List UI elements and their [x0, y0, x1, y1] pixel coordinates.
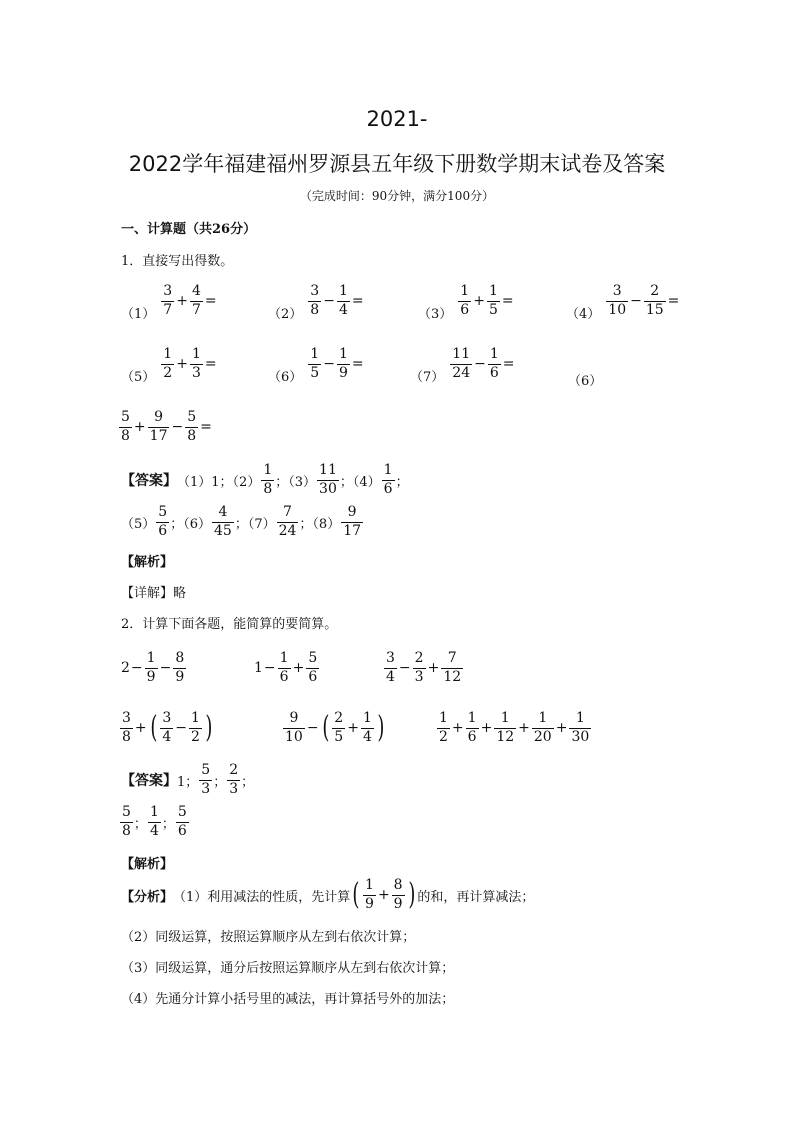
fraction: $\frac{5}{6}$	[308, 650, 318, 685]
item-label: （7）	[410, 369, 445, 385]
fraction: $\frac{5}{6}$	[158, 504, 168, 539]
q1-answer-line-1: 【答案】 （1）1；（2） $\frac{1}{8}$ ；（3） $\frac{11}{30}$ ；（4） $\frac{1}{6}$ ；	[121, 462, 409, 497]
fraction: $\frac{2}{3}$	[414, 650, 424, 685]
fraction: $\frac{1}{6}$	[383, 462, 393, 497]
close-paren: )	[205, 710, 213, 745]
open-paren: (	[321, 710, 329, 745]
fraction: $\frac{1}{3}$	[191, 346, 201, 381]
q2-analysis-tag: 【解析】	[121, 857, 174, 872]
item-label: （2）	[268, 306, 303, 322]
q1-item-5: （5） $\frac{1}{2}$ + $\frac{1}{3}$ =	[121, 346, 217, 385]
item-label: （4）	[566, 306, 601, 322]
fraction: $\frac{1}{4}$	[362, 710, 372, 745]
fraction: $\frac{8}{9}$	[175, 650, 185, 685]
fraction: $\frac{1}{2}$	[163, 346, 173, 381]
open-paren: (	[150, 710, 158, 745]
q2-item-6: $\frac{1}{2}$ + $\frac{1}{6}$ + $\frac{1}{12}$ + $\frac{1}{20}$ + $\frac{1}{30}$	[439, 710, 590, 745]
q2-item-2: 1 − $\frac{1}{6}$ + $\frac{5}{6}$	[254, 650, 318, 685]
q2-item-1: 2 − $\frac{1}{9}$ − $\frac{8}{9}$	[121, 650, 185, 685]
fraction: $\frac{3}{7}$	[163, 283, 173, 318]
fraction: $\frac{7}{12}$	[443, 650, 462, 685]
fraction: $\frac{1}{20}$	[533, 710, 552, 745]
q2-fenxi-line: 【分析】 （1）利用减法的性质，先计算 ( $\frac{1}{9}$ + $\frac{8}{9}$ ) 的和，再计算减法；	[121, 877, 535, 912]
item-label: （5）	[121, 369, 156, 385]
q1-item-6: （6） $\frac{1}{5}$ − $\frac{1}{9}$ =	[268, 346, 364, 385]
fenxi-tag: 【分析】	[121, 889, 174, 905]
question-2-stem: 2．计算下面各题，能简算的要简算。	[121, 617, 338, 632]
item-label: （6）	[568, 374, 603, 389]
fraction: $\frac{2}{3}$	[229, 762, 239, 797]
fraction: $\frac{5}{8}$	[187, 409, 197, 444]
fraction: $\frac{5}{6}$	[177, 804, 187, 839]
fraction: $\frac{1}{2}$	[439, 710, 448, 745]
fraction: $\frac{9}{17}$	[343, 504, 362, 539]
fraction: $\frac{1}{30}$	[571, 710, 590, 745]
fraction: $\frac{1}{6}$	[467, 710, 477, 745]
q2-answer-line-2: $\frac{5}{8}$ ； $\frac{1}{4}$ ； $\frac{5}{6}$	[122, 804, 187, 839]
fraction: $\frac{9}{10}$	[285, 710, 303, 745]
close-paren: )	[377, 710, 385, 745]
analysis-step-4: （4）先通分计算小括号里的减法，再计算括号外的加法；	[121, 992, 455, 1007]
question-1-stem: 1．直接写出得数。	[121, 254, 234, 269]
q2-item-4: $\frac{3}{8}$ + ( $\frac{3}{4}$ − $\frac{1}{2}$ )	[122, 710, 213, 745]
item-label: （3）	[418, 306, 453, 322]
q1-item-1: （1） $\frac{3}{7}$ + $\frac{4}{7}$ =	[121, 283, 217, 322]
q2-answer-line-1: 【答案】 1； $\frac{5}{3}$ ； $\frac{2}{3}$ ；	[121, 762, 255, 797]
fraction: $\frac{11}{24}$	[452, 346, 471, 381]
fraction: $\frac{3}{4}$	[162, 710, 172, 745]
fraction: $\frac{1}{6}$	[279, 650, 289, 685]
analysis-step-3: （3）同级运算，通分后按照运算顺序从左到右依次计算；	[121, 961, 455, 976]
q2-item-3: $\frac{3}{4}$ − $\frac{2}{3}$ + $\frac{7}{12}$	[386, 650, 462, 685]
fraction: $\frac{1}{2}$	[191, 710, 200, 745]
answer-tag: 【答案】	[121, 773, 177, 789]
fraction: $\frac{2}{5}$	[334, 710, 344, 745]
fraction: $\frac{1}{6}$	[460, 283, 470, 318]
q1-detail: 【详解】略	[121, 586, 187, 601]
q1-analysis-tag: 【解析】	[121, 555, 174, 570]
q1-item-2: （2） $\frac{3}{8}$ − $\frac{1}{4}$ =	[268, 283, 364, 322]
fraction: $\frac{7}{24}$	[278, 504, 297, 539]
q2-item-5: $\frac{9}{10}$ − ( $\frac{2}{5}$ + $\frac{1}{4}$ )	[285, 710, 385, 745]
item-label: （6）	[268, 369, 303, 385]
fraction: $\frac{4}{7}$	[191, 283, 201, 318]
subtitle: （完成时间：90分钟，满分100分）	[299, 189, 495, 203]
fraction: $\frac{1}{12}$	[496, 710, 515, 745]
fraction: $\frac{1}{9}$	[146, 650, 156, 685]
fraction: $\frac{1}{8}$	[263, 462, 273, 497]
title-line-2: 2022学年福建福州罗源县五年级下册数学期末试卷及答案	[128, 152, 666, 176]
fraction: $\frac{1}{6}$	[489, 346, 499, 381]
fraction: $\frac{8}{9}$	[393, 877, 403, 912]
close-paren: )	[407, 877, 415, 912]
fraction: $\frac{1}{5}$	[488, 283, 498, 318]
fraction: $\frac{9}{17}$	[149, 409, 168, 444]
fraction: $\frac{1}{4}$	[149, 804, 159, 839]
fraction: $\frac{5}{8}$	[121, 409, 130, 444]
fraction: $\frac{1}{9}$	[365, 877, 374, 912]
section-heading: 一、计算题（共26分）	[121, 222, 257, 237]
analysis-step-2: （2）同级运算，按照运算顺序从左到右依次计算；	[121, 930, 416, 945]
open-paren: (	[352, 877, 360, 912]
fraction: $\frac{4}{45}$	[213, 504, 232, 539]
fraction: $\frac{1}{5}$	[310, 346, 320, 381]
answer-tag: 【答案】	[121, 473, 177, 489]
fraction: $\frac{3}{10}$	[608, 283, 627, 318]
fraction: $\frac{5}{8}$	[122, 804, 131, 839]
item-label: （1）	[121, 306, 156, 322]
q1-item-8: $\frac{5}{8}$ + $\frac{9}{17}$ − $\frac{5}{8}$ =	[121, 409, 212, 444]
q1-item-7: （7） $\frac{11}{24}$ − $\frac{1}{6}$ =	[410, 346, 515, 385]
q1-item-3: （3） $\frac{1}{6}$ + $\frac{1}{5}$ =	[418, 283, 514, 322]
fraction: $\frac{1}{9}$	[338, 346, 348, 381]
fraction: $\frac{3}{8}$	[310, 283, 320, 318]
fraction: $\frac{3}{4}$	[386, 650, 395, 685]
fraction: $\frac{11}{30}$	[319, 462, 337, 497]
q1-answer-line-2: （5） $\frac{5}{6}$ ；（6） $\frac{4}{45}$ ；（7） $\frac{7}{24}$ ；（8） $\frac{9}{17}$	[121, 504, 362, 539]
fraction: $\frac{5}{3}$	[201, 762, 211, 797]
fraction: $\frac{1}{4}$	[338, 283, 348, 318]
q1-item-4: （4） $\frac{3}{10}$ − $\frac{2}{15}$ =	[566, 283, 680, 322]
fraction: $\frac{3}{8}$	[122, 710, 131, 745]
title-line-1: 2021-	[366, 107, 428, 131]
fraction: $\frac{2}{15}$	[645, 283, 664, 318]
